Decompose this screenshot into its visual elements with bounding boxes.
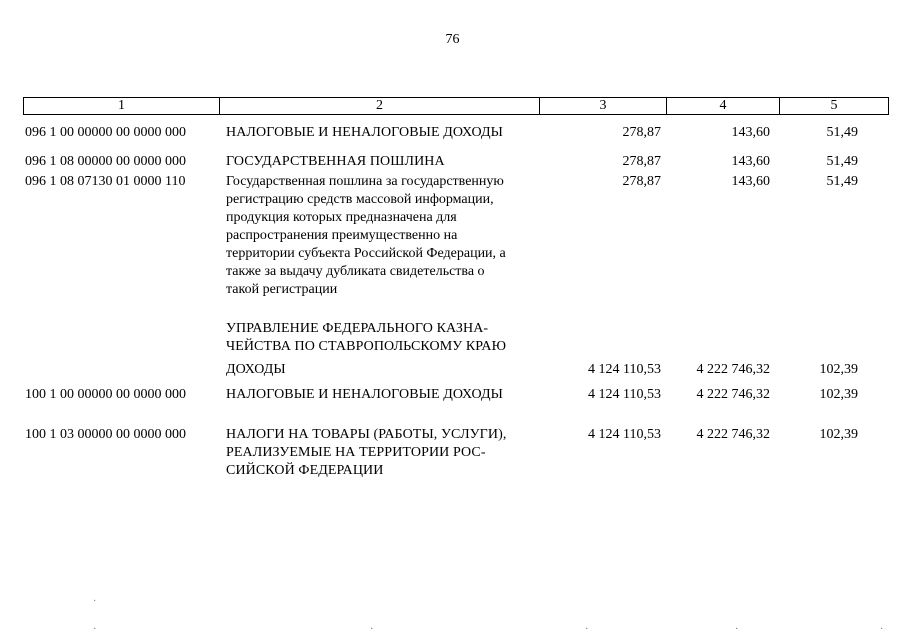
column-header-3: 3	[540, 98, 667, 114]
row-name-line: также за выдачу дубликата свидетельства о	[226, 264, 485, 279]
row-name-line: УПРАВЛЕНИЕ ФЕДЕРАЛЬНОГО КАЗНА-	[226, 321, 489, 336]
row-name	[226, 426, 536, 480]
scan-speck: ·	[370, 624, 374, 635]
row-value-4: 4 222 746,32	[696, 362, 770, 377]
row-code: 096 1 08 07130 01 0000 110	[25, 174, 186, 189]
row-name-line: РЕАЛИЗУЕМЫЕ НА ТЕРРИТОРИИ РОС-	[226, 445, 486, 460]
row-value-5: 51,49	[826, 174, 858, 189]
scan-speck: ·	[93, 596, 97, 607]
row-code: 100 1 03 00000 00 0000 000	[25, 427, 186, 442]
row-value-3: 278,87	[622, 125, 661, 140]
row-name-line: ДОХОДЫ	[226, 362, 286, 377]
row-value-4: 143,60	[731, 154, 770, 169]
scan-speck: ·	[93, 624, 97, 635]
row-code: 100 1 00 00000 00 0000 000	[25, 387, 186, 402]
row-name	[226, 320, 536, 379]
column-header-1: 1	[24, 98, 220, 114]
row-value-4: 143,60	[731, 174, 770, 189]
row-name-line: ЧЕЙСТВА ПО СТАВРОПОЛЬСКОМУ КРАЮ	[226, 339, 507, 354]
row-name-line: распространения преимущественно на	[226, 228, 458, 243]
row-name-line: ГОСУДАРСТВЕННАЯ ПОШЛИНА	[226, 154, 445, 169]
row-value-3: 278,87	[622, 174, 661, 189]
row-value-5: 51,49	[826, 154, 858, 169]
row-value-5: 102,39	[819, 362, 858, 377]
row-name	[226, 153, 536, 171]
scan-speck: ·	[585, 624, 589, 635]
table-header	[23, 97, 889, 115]
column-header-2: 2	[220, 98, 540, 114]
column-header-4: 4	[667, 98, 780, 114]
row-name-line: НАЛОГОВЫЕ И НЕНАЛОГОВЫЕ ДОХОДЫ	[226, 387, 503, 402]
row-name-line: такой регистрации	[226, 282, 338, 297]
row-name	[226, 173, 536, 299]
row-value-5: 51,49	[826, 125, 858, 140]
row-name-line: СИЙСКОЙ ФЕДЕРАЦИИ	[226, 463, 384, 478]
row-value-3: 4 124 110,53	[588, 387, 661, 402]
row-name-line: НАЛОГОВЫЕ И НЕНАЛОГОВЫЕ ДОХОДЫ	[226, 125, 503, 140]
page-number: 76	[445, 32, 460, 47]
row-value-4: 143,60	[731, 125, 770, 140]
row-name-line: Государственная пошлина за государственную	[226, 174, 504, 189]
row-value-5: 102,39	[819, 427, 858, 442]
scan-speck: ·	[880, 624, 884, 635]
row-name	[226, 124, 536, 142]
row-name-line: НАЛОГИ НА ТОВАРЫ (РАБОТЫ, УСЛУГИ),	[226, 427, 507, 442]
row-value-5: 102,39	[819, 387, 858, 402]
row-value-4: 4 222 746,32	[696, 387, 770, 402]
row-code: 096 1 08 00000 00 0000 000	[25, 154, 186, 169]
row-name-line: продукция которых предназначена для	[226, 210, 457, 225]
row-value-3: 278,87	[622, 154, 661, 169]
column-header-5: 5	[830, 98, 838, 113]
row-code: 096 1 00 00000 00 0000 000	[25, 125, 186, 140]
row-value-3: 4 124 110,53	[588, 362, 661, 377]
row-name-line: регистрацию средств массовой информации,	[226, 192, 494, 207]
row-value-3: 4 124 110,53	[588, 427, 661, 442]
row-value-4: 4 222 746,32	[696, 427, 770, 442]
row-name	[226, 386, 536, 404]
row-name-line: территории субъекта Российской Федерации, а	[226, 246, 506, 261]
scan-speck: ·	[735, 624, 739, 635]
